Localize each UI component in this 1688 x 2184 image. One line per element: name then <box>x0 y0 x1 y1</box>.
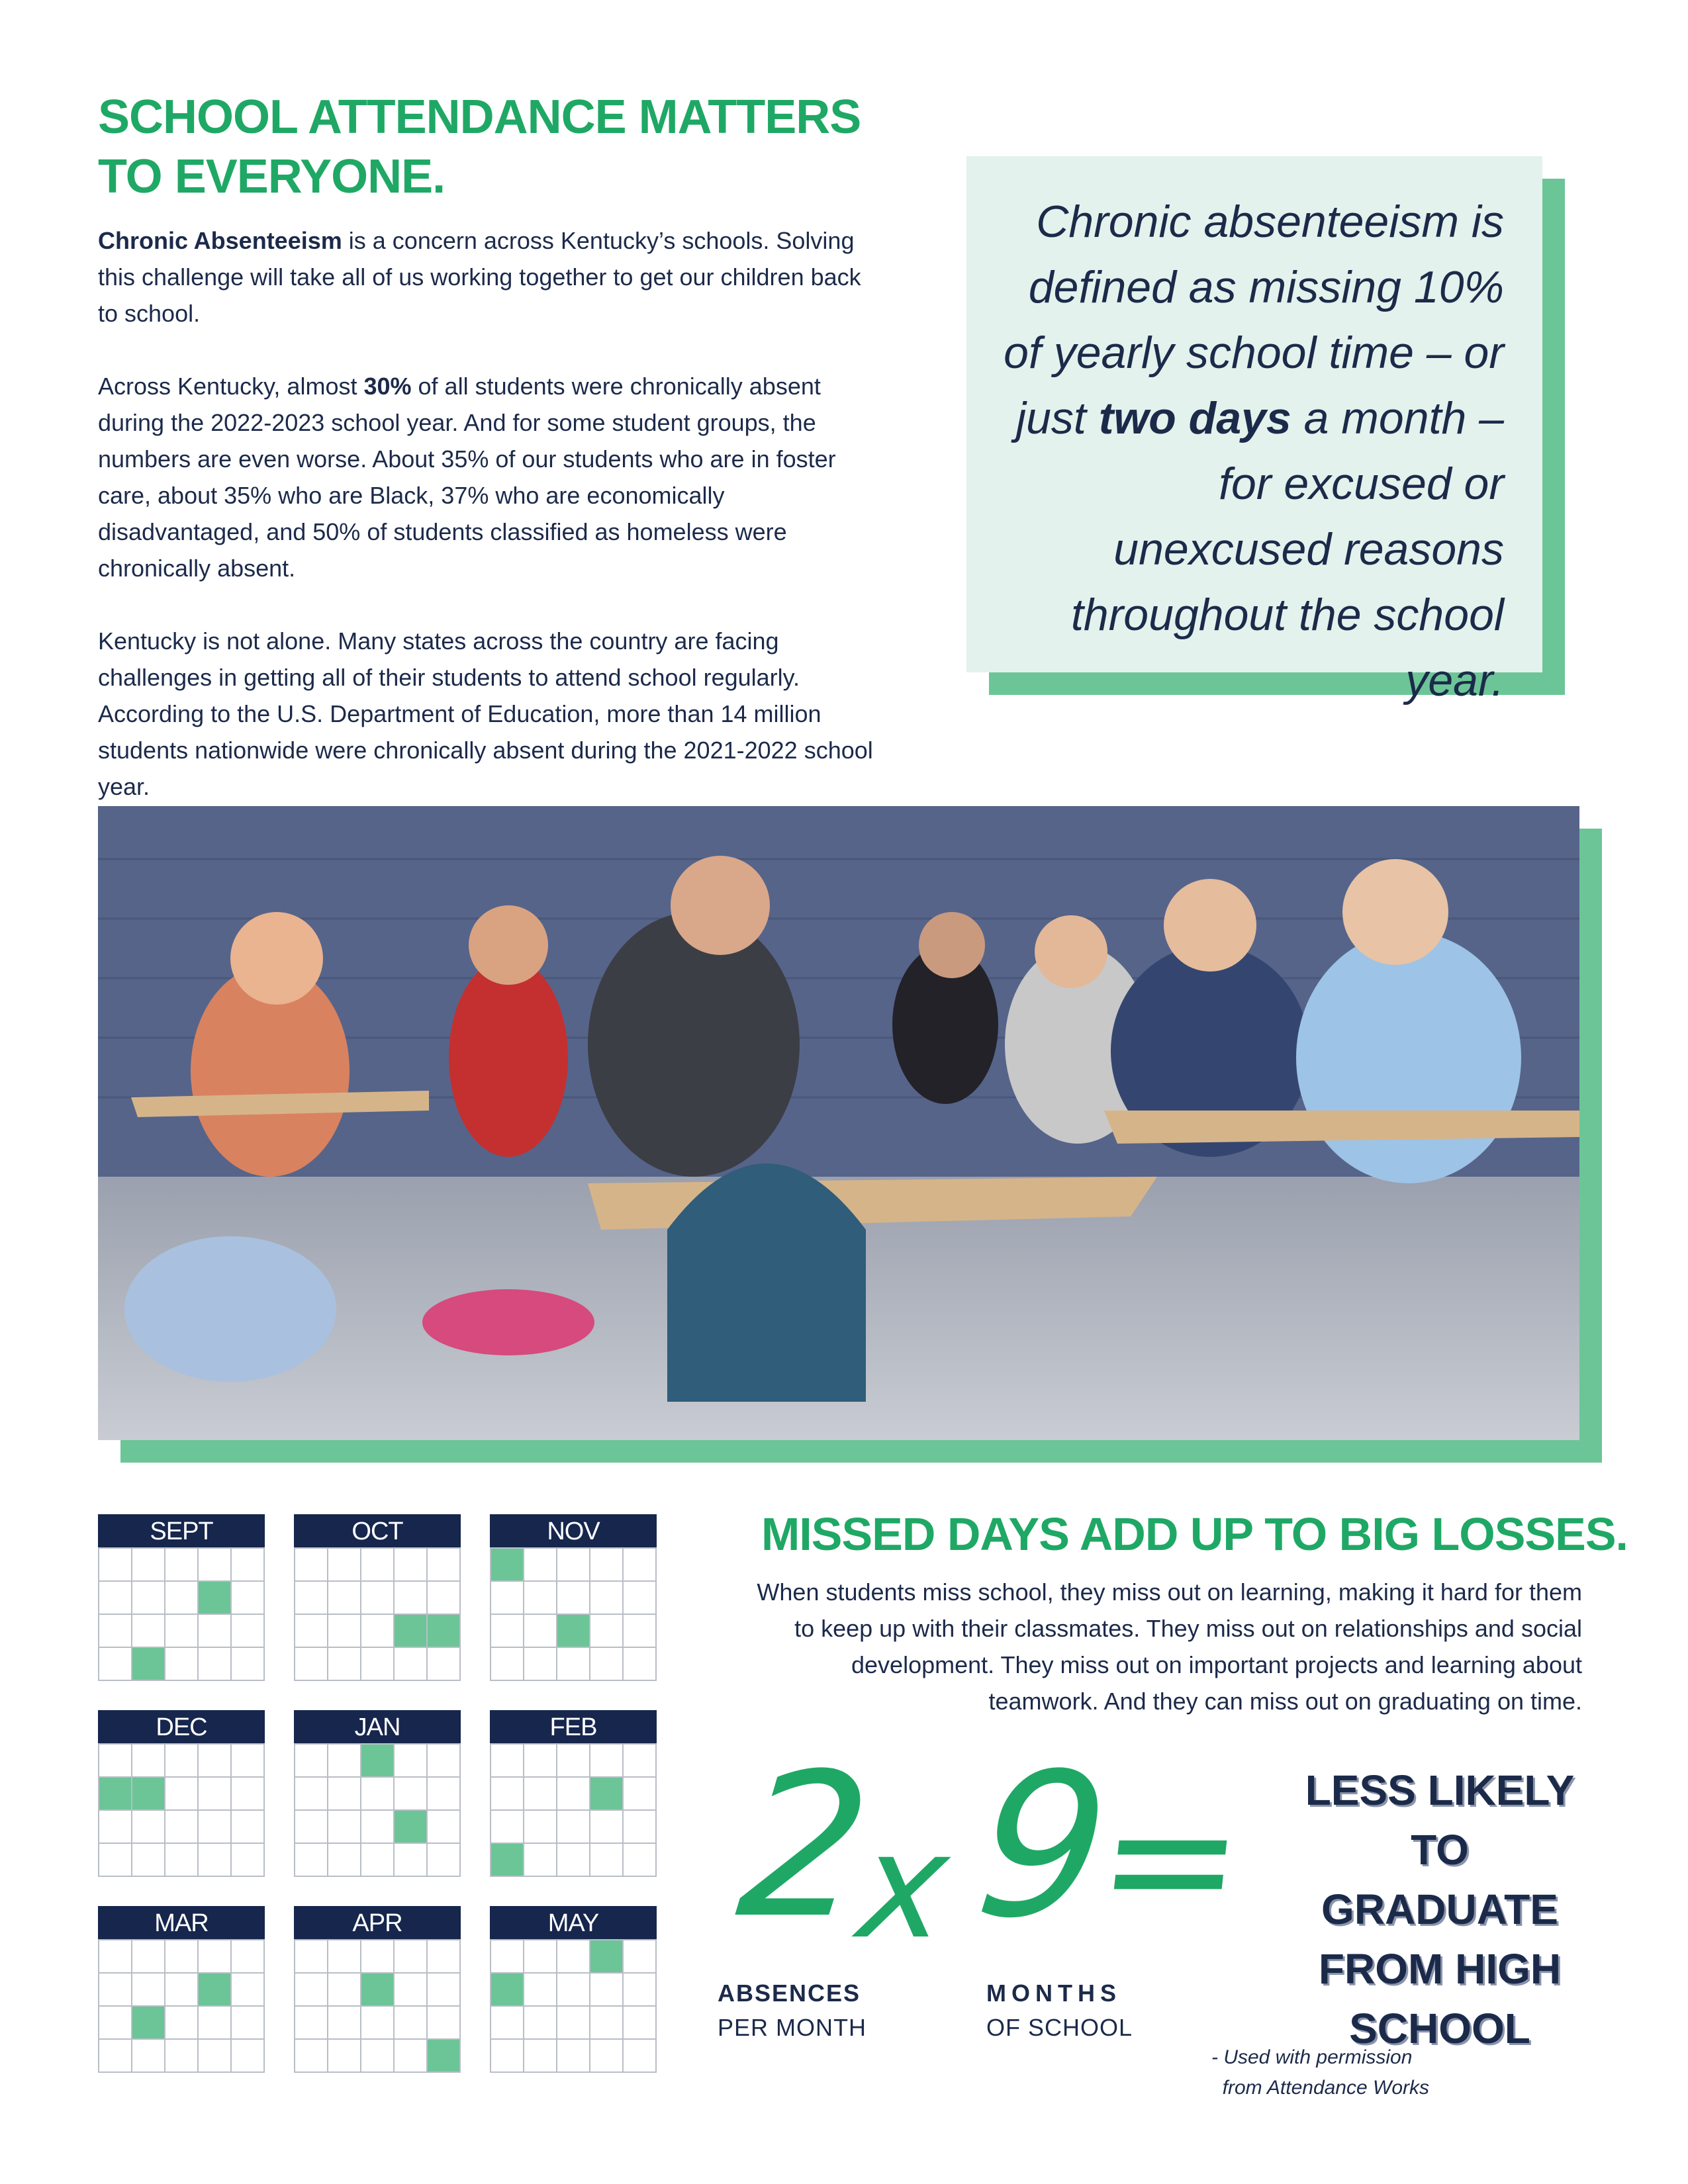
classroom-illustration <box>98 806 1579 1440</box>
calendar-day <box>295 2007 328 2040</box>
calendar-day <box>624 1615 657 1648</box>
calendar-day <box>590 2040 624 2073</box>
calendar-day <box>165 1648 199 1681</box>
calendar-day <box>361 1615 395 1648</box>
months-label: MONTHS <box>986 1979 1121 2007</box>
calendar-day <box>491 1745 524 1778</box>
calendar-day <box>199 1940 232 1974</box>
calendar-month-label: SEPT <box>98 1514 265 1547</box>
calendar-day <box>232 2007 265 2040</box>
calendar-day <box>295 1549 328 1582</box>
calendar-absence-day <box>491 1974 524 2007</box>
calendar-day <box>524 1648 557 1681</box>
calendar-days <box>490 1547 657 1681</box>
calendar-day <box>361 2007 395 2040</box>
calendar-day <box>295 1778 328 1811</box>
calendar-feb <box>490 1710 657 1877</box>
calendar-day <box>624 1648 657 1681</box>
calendar-day <box>232 1974 265 2007</box>
calendar-day <box>524 1940 557 1974</box>
calendar-day <box>624 1745 657 1778</box>
calendar-may <box>490 1906 657 2073</box>
calendar-absence-day <box>361 1974 395 2007</box>
calendar-day <box>165 2007 199 2040</box>
calendar-absence-day <box>590 1778 624 1811</box>
equation-number-2: 2 <box>729 1731 880 1962</box>
calendar-day <box>99 2040 132 2073</box>
calendar-absence-day <box>99 1778 132 1811</box>
of-school-label: OF SCHOOL <box>986 2014 1133 2041</box>
calendar-day <box>557 2007 590 2040</box>
student-7 <box>1296 932 1521 1183</box>
calendar-day <box>361 2040 395 2073</box>
calendar-dec <box>98 1710 265 1877</box>
calendar-day <box>557 1811 590 1844</box>
calendar-day <box>590 1974 624 2007</box>
per-month-label: PER MONTH <box>718 2014 867 2041</box>
calendar-day <box>428 1745 461 1778</box>
calendar-day <box>395 1745 428 1778</box>
equation-times: x <box>851 1801 956 1971</box>
calendar-absence-day <box>428 1615 461 1648</box>
calendar-jan <box>294 1710 461 1877</box>
calendar-day <box>557 1844 590 1877</box>
calendar-days <box>98 1939 265 2073</box>
calendar-day <box>199 2040 232 2073</box>
calendar-day <box>361 1582 395 1615</box>
calendar-day <box>328 2040 361 2073</box>
calendar-days <box>490 1939 657 2073</box>
calendar-day <box>624 1582 657 1615</box>
calendar-day <box>428 1811 461 1844</box>
calendar-day <box>165 1549 199 1582</box>
calendar-day <box>328 1974 361 2007</box>
calendar-absence-day <box>395 1615 428 1648</box>
calendar-day <box>524 1844 557 1877</box>
calendar-day <box>395 1582 428 1615</box>
backpack <box>124 1236 336 1382</box>
losses-text: When students miss school, they miss out on learning, making it hard for them to keep up with their classmates. They miss out on relationships and social development. They miss out on important projects and learning about teamwork. And they can miss out on graduating on time. <box>757 1578 1582 1715</box>
calendar-day <box>99 1615 132 1648</box>
calendar-day <box>557 1582 590 1615</box>
calendar-day <box>491 1648 524 1681</box>
calendar-day <box>624 1974 657 2007</box>
calendar-day <box>395 2040 428 2073</box>
calendar-day <box>132 1615 165 1648</box>
calendar-day <box>328 1811 361 1844</box>
student-5-head <box>1035 915 1107 988</box>
term-chronic-absenteeism: Chronic Absenteeism <box>98 227 342 254</box>
calendar-day <box>624 1778 657 1811</box>
calendar-day <box>557 1778 590 1811</box>
calendar-day <box>428 1778 461 1811</box>
calendar-day <box>295 1745 328 1778</box>
calendar-day <box>524 1615 557 1648</box>
student-1-head <box>230 912 323 1005</box>
calendar-day <box>295 1811 328 1844</box>
calendar-day <box>428 1940 461 1974</box>
student-3-head <box>671 856 770 955</box>
calendar-apr <box>294 1906 461 2073</box>
calendar-day <box>165 1615 199 1648</box>
calendar-sept <box>98 1514 265 1681</box>
calendar-day <box>361 1844 395 1877</box>
calendar-day <box>295 1844 328 1877</box>
calendar-day <box>395 2007 428 2040</box>
callout-text-before: Chronic absenteeism is defined as missing 10% of yearly school time – or just <box>1004 197 1504 443</box>
intro-text <box>98 222 886 841</box>
calendar-days <box>294 1743 461 1877</box>
calendar-day <box>199 1811 232 1844</box>
calendar-day <box>328 1549 361 1582</box>
calendar-day <box>232 1648 265 1681</box>
calendar-day <box>524 2040 557 2073</box>
calendar-day <box>395 1974 428 2007</box>
calendar-day <box>428 1974 461 2007</box>
calendar-day <box>99 1974 132 2007</box>
calendar-month-label: NOV <box>490 1514 657 1547</box>
calendar-days <box>98 1743 265 1877</box>
intro-paragraph-3: Kentucky is not alone. Many states across the country are facing challenges in getting all of their students to attend school regularly. According to the U.S. Department of Education, more than 14 million students nationwide were chronically absent during the 2021-2022 school year. <box>98 627 873 800</box>
permission-credit: - Used with permission from Attendance Works <box>1211 2046 1430 2099</box>
calendar-day <box>132 1745 165 1778</box>
calendar-day <box>491 2007 524 2040</box>
calendar-day <box>524 1974 557 2007</box>
calendar-day <box>165 1811 199 1844</box>
calendar-day <box>395 1778 428 1811</box>
calendar-day <box>132 1844 165 1877</box>
student-3 <box>588 912 800 1177</box>
calendar-day <box>199 1549 232 1582</box>
calendar-day <box>428 1844 461 1877</box>
calendar-day <box>232 2040 265 2073</box>
equation-number-9: 9 <box>967 1731 1119 1962</box>
calendar-day <box>361 1811 395 1844</box>
calendar-day <box>199 1844 232 1877</box>
calendar-day <box>524 1778 557 1811</box>
calendar-day <box>99 1844 132 1877</box>
calendar-day <box>232 1778 265 1811</box>
student-4-head <box>919 912 985 978</box>
calendar-day <box>524 1582 557 1615</box>
calendar-day <box>395 1844 428 1877</box>
calendar-day <box>295 1648 328 1681</box>
student-7-head <box>1342 859 1448 965</box>
calendar-day <box>99 1549 132 1582</box>
calendar-day <box>590 1582 624 1615</box>
calendar-day <box>232 1615 265 1648</box>
calendar-day <box>557 1745 590 1778</box>
calendar-day <box>361 1648 395 1681</box>
calendar-month-label: MAY <box>490 1906 657 1939</box>
calendar-day <box>557 1940 590 1974</box>
calendar-day <box>328 1582 361 1615</box>
calendar-day <box>232 1745 265 1778</box>
calendar-day <box>165 1778 199 1811</box>
calendar-absence-day <box>132 1648 165 1681</box>
calendar-day <box>132 1974 165 2007</box>
calendar-day <box>624 1940 657 1974</box>
intro-p2-start: Across Kentucky, almost <box>98 373 364 400</box>
title-line-2: TO EVERYONE. <box>98 150 445 203</box>
calendar-day <box>199 1648 232 1681</box>
calendar-day <box>165 1745 199 1778</box>
calendar-day <box>199 1615 232 1648</box>
calendar-day <box>491 1778 524 1811</box>
equation-equals: = <box>1088 1760 1254 1960</box>
calendar-day <box>361 1940 395 1974</box>
calendar-day <box>232 1582 265 1615</box>
calendar-day <box>428 1549 461 1582</box>
calendar-day <box>557 2040 590 2073</box>
calendar-day <box>295 1974 328 2007</box>
calendar-day <box>590 2007 624 2040</box>
calendar-absence-day <box>428 2040 461 2073</box>
calendar-day <box>524 1811 557 1844</box>
calendar-day <box>491 1940 524 1974</box>
graduation-result: LESS LIKELY TO GRADUATE FROM HIGH SCHOOL <box>1305 1766 1575 2052</box>
calendar-absence-day <box>199 1974 232 2007</box>
calendar-day <box>295 1615 328 1648</box>
calendar-day <box>328 1778 361 1811</box>
calendar-day <box>165 1844 199 1877</box>
calendar-day <box>590 1844 624 1877</box>
intro-p2-stat: 30% <box>363 373 412 400</box>
losses-title: MISSED DAYS ADD UP TO BIG LOSSES. <box>761 1508 1628 1560</box>
calendar-oct <box>294 1514 461 1681</box>
definition-callout <box>966 156 1542 705</box>
calendar-day <box>361 1549 395 1582</box>
calendar-day <box>132 2040 165 2073</box>
calendar-day <box>557 1549 590 1582</box>
calendar-absence-day <box>491 1844 524 1877</box>
page-title <box>98 87 892 206</box>
calendar-day <box>590 1745 624 1778</box>
calendar-day <box>232 1844 265 1877</box>
calendar-day <box>99 1745 132 1778</box>
calendar-day <box>295 1582 328 1615</box>
intro-paragraph-1 <box>98 222 886 332</box>
student-6-head <box>1164 879 1256 972</box>
calendar-day <box>624 1844 657 1877</box>
calendar-day <box>524 1745 557 1778</box>
calendar-days <box>294 1939 461 2073</box>
calendar-day <box>395 1549 428 1582</box>
calendar-day <box>557 1648 590 1681</box>
calendar-absence-day <box>491 1549 524 1582</box>
calendar-day <box>199 1745 232 1778</box>
calendar-day <box>624 1811 657 1844</box>
calendar-day <box>328 1844 361 1877</box>
calendar-absence-day <box>557 1615 590 1648</box>
calendar-day <box>99 1582 132 1615</box>
calendar-day <box>295 1940 328 1974</box>
classroom-photo <box>98 806 1579 1440</box>
intro-paragraph-2 <box>98 368 886 586</box>
calendar-day <box>395 1940 428 1974</box>
calendar-day <box>328 1940 361 1974</box>
callout-text-after: a month – for excused or unexcused reasons throughout the school year. <box>1070 393 1504 705</box>
calendar-day <box>328 1648 361 1681</box>
calendar-day <box>232 1549 265 1582</box>
calendar-day <box>557 1974 590 2007</box>
bag <box>422 1289 594 1355</box>
calendar-day <box>165 2040 199 2073</box>
calendar-month-label: FEB <box>490 1710 657 1743</box>
calendar-absence-day <box>199 1582 232 1615</box>
calendar-day <box>590 1615 624 1648</box>
calendar-day <box>590 1549 624 1582</box>
calendar-day <box>328 1745 361 1778</box>
calendar-day <box>361 1778 395 1811</box>
calendar-day <box>295 2040 328 2073</box>
calendar-day <box>624 2007 657 2040</box>
calendar-day <box>99 1648 132 1681</box>
calendar-absence-day <box>361 1745 395 1778</box>
calendar-day <box>165 1582 199 1615</box>
calendar-absence-day <box>590 1940 624 1974</box>
calendar-absence-day <box>132 2007 165 2040</box>
calendar-day <box>132 1811 165 1844</box>
calendar-absence-day <box>132 1778 165 1811</box>
calendar-mar <box>98 1906 265 2073</box>
calendar-day <box>624 2040 657 2073</box>
calendar-absence-day <box>395 1811 428 1844</box>
calendar-day <box>99 1940 132 1974</box>
intro-p1-text: is a concern across Kentucky’s schools. Solving this challenge will take all of us working together to get our children back to school. <box>98 227 861 327</box>
calendar-month-label: OCT <box>294 1514 461 1547</box>
calendar-day <box>328 2007 361 2040</box>
callout-emphasis: two days <box>1098 393 1291 443</box>
calendar-month-label: APR <box>294 1906 461 1939</box>
calendar-day <box>428 1648 461 1681</box>
calendar-day <box>232 1811 265 1844</box>
calendar-day <box>428 1582 461 1615</box>
calendar-day <box>491 1582 524 1615</box>
absences-label: ABSENCES <box>718 1979 861 2007</box>
calendar-nov <box>490 1514 657 1681</box>
calendar-day <box>199 2007 232 2040</box>
calendar-day <box>590 1648 624 1681</box>
calendar-day <box>232 1940 265 1974</box>
student-2 <box>449 958 568 1157</box>
calendar-day <box>165 1940 199 1974</box>
calendar-day <box>491 2040 524 2073</box>
calendar-day <box>524 2007 557 2040</box>
calendar-day <box>165 1974 199 2007</box>
calendar-day <box>132 1582 165 1615</box>
calendar-day <box>491 1615 524 1648</box>
calendar-day <box>428 2007 461 2040</box>
calendar-month-label: JAN <box>294 1710 461 1743</box>
calendar-day <box>99 1811 132 1844</box>
calendar-month-label: DEC <box>98 1710 265 1743</box>
calendar-day <box>328 1615 361 1648</box>
calendar-day <box>624 1549 657 1582</box>
calendar-day <box>99 2007 132 2040</box>
calendar-days <box>294 1547 461 1681</box>
calendar-day <box>199 1778 232 1811</box>
calendar-day <box>491 1811 524 1844</box>
calendar-days <box>98 1547 265 1681</box>
intro-p2-text: of all students were chronically absent during the 2022-2023 school year. And for some student groups, the numbers are even worse. About 35% of our students who are in foster care, about 35% who are Black, 37% who are economically disadvantaged, and 50% of students classified as homeless were chronically absent. <box>98 373 836 582</box>
calendar-month-label: MAR <box>98 1906 265 1939</box>
title-line-1: SCHOOL ATTENDANCE MATTERS <box>98 91 861 144</box>
calendar-day <box>524 1549 557 1582</box>
calendar-day <box>132 1549 165 1582</box>
chair <box>667 1163 866 1402</box>
calendar-days <box>490 1743 657 1877</box>
calendar-day <box>395 1648 428 1681</box>
student-2-head <box>469 905 548 985</box>
calendar-day <box>132 1940 165 1974</box>
calendar-day <box>590 1811 624 1844</box>
